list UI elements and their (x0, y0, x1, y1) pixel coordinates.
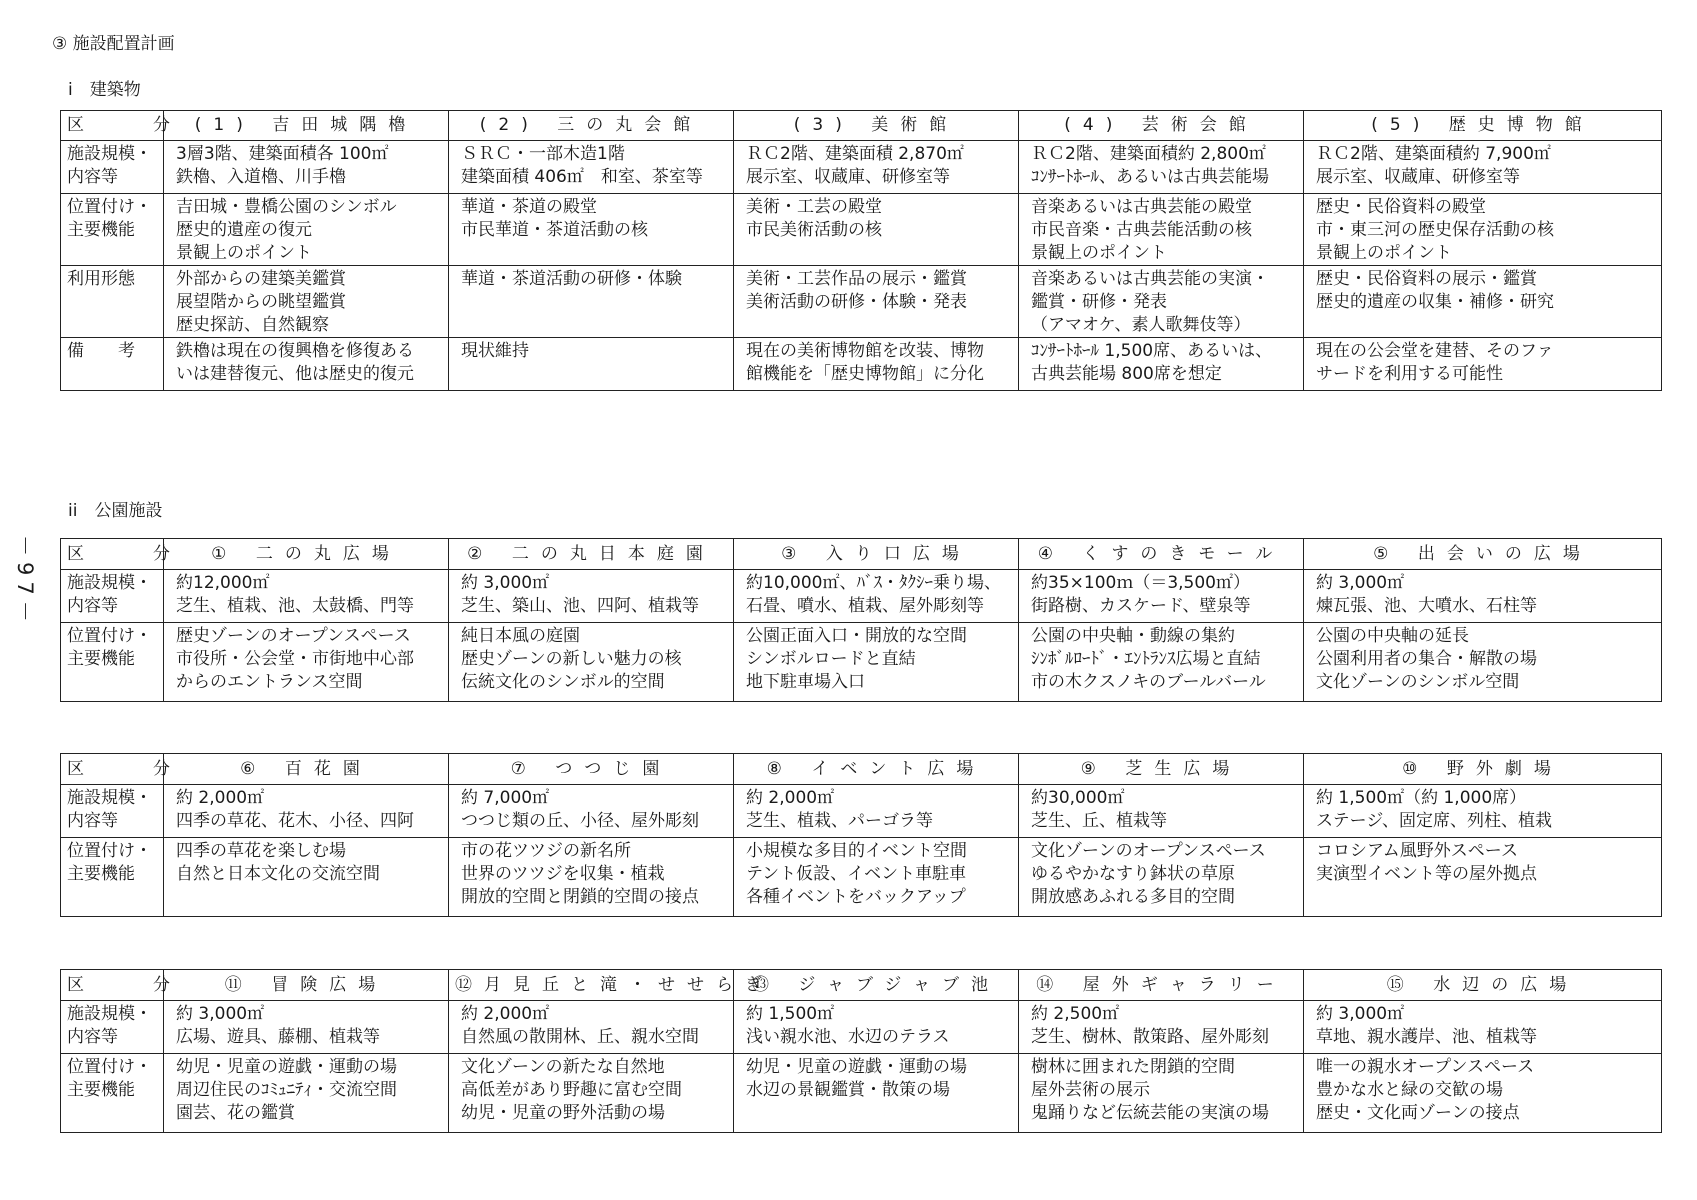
header-cell: ⑩ 野外劇場 (1304, 754, 1662, 785)
table-cell: 樹林に囲まれた閉鎖的空間 屋外芸術の展示 鬼踊りなど伝統芸能の実演の場 (1019, 1054, 1304, 1133)
header-cell: ⑥ 百花園 (164, 754, 449, 785)
table-cell: 約 7,000㎡ つつじ類の丘、小径、屋外彫刻 (449, 785, 734, 838)
row-label: 施設規模・ 内容等 (61, 141, 164, 194)
header-cell: 区 分 (61, 539, 164, 570)
buildings-table (60, 110, 1662, 391)
table-cell: 音楽あるいは古典芸能の殿堂 市民音楽・古典芸能活動の核 景観上のポイント (1019, 194, 1304, 266)
row-label: 位置付け・ 主要機能 (61, 1054, 164, 1133)
table-cell: 外部からの建築美鑑賞 展望階からの眺望鑑賞 歴史探訪、自然観察 (164, 266, 449, 338)
header-cell: ⑭ 屋外ギャラリー (1019, 970, 1304, 1001)
table-header-row (61, 754, 1662, 785)
table-cell: 約 2,000㎡ 四季の草花、花木、小径、四阿 (164, 785, 449, 838)
table-cell: 現在の美術博物館を改装、博物 館機能を「歴史博物館」に分化 (734, 338, 1019, 391)
table-cell: 吉田城・豊橋公園のシンボル 歴史的遺産の復元 景観上のポイント (164, 194, 449, 266)
section-heading: ③ 施設配置計画 (52, 34, 175, 54)
table-cell: 純日本風の庭園 歴史ゾーンの新しい魅力の核 伝統文化のシンボル的空間 (449, 623, 734, 702)
table-cell: 美術・工芸の殿堂 市民美術活動の核 (734, 194, 1019, 266)
header-cell: (4) 芸術会館 (1019, 111, 1304, 141)
header-cell: ⑬ ジャブジャブ池 (734, 970, 1019, 1001)
table-row (61, 785, 1662, 838)
park-facilities-subheading: ii 公園施設 (68, 501, 163, 521)
table-cell: 鉄櫓は現在の復興櫓を修復ある いは建替復元、他は歴史的復元 (164, 338, 449, 391)
table-cell: 美術・工芸作品の展示・鑑賞 美術活動の研修・体験・発表 (734, 266, 1019, 338)
table-row (61, 1054, 1662, 1133)
header-cell: (1) 吉田城隅櫓 (164, 111, 449, 141)
row-label: 施設規模・ 内容等 (61, 785, 164, 838)
table-row (61, 338, 1662, 391)
table-cell: 文化ゾーンの新たな自然地 高低差があり野趣に富む空間 幼児・児童の野外活動の場 (449, 1054, 734, 1133)
table-cell: 3層3階、建築面積各 100㎡ 鉄櫓、入道櫓、川手櫓 (164, 141, 449, 194)
table-cell: 唯一の親水オープンスペース 豊かな水と緑の交歓の場 歴史・文化両ゾーンの接点 (1304, 1054, 1662, 1133)
park-facilities-table-1 (60, 538, 1662, 702)
header-cell: 区 分 (61, 970, 164, 1001)
header-cell: ④ くすのきモール (1019, 539, 1304, 570)
table-cell: 約12,000㎡ 芝生、植栽、池、太鼓橋、門等 (164, 570, 449, 623)
table-row (61, 141, 1662, 194)
table-cell: 約35×100ｍ（＝3,500㎡） 街路樹、カスケード、壁泉等 (1019, 570, 1304, 623)
table-cell: ＲＣ2階、建築面積約 7,900㎡ 展示室、収蔵庫、研修室等 (1304, 141, 1662, 194)
table-row (61, 194, 1662, 266)
table-cell: ＲＣ2階、建築面積約 2,800㎡ ｺﾝｻｰﾄﾎｰﾙ、あるいは古典芸能場 (1019, 141, 1304, 194)
header-cell: ① 二の丸広場 (164, 539, 449, 570)
table-cell: 文化ゾーンのオープンスペース ゆるやかなすり鉢状の草原 開放感あふれる多目的空間 (1019, 838, 1304, 917)
table-cell: 四季の草花を楽しむ場 自然と日本文化の交流空間 (164, 838, 449, 917)
buildings-subheading: i 建築物 (68, 80, 141, 100)
table-cell: 約30,000㎡ 芝生、丘、植栽等 (1019, 785, 1304, 838)
table-cell: 歴史・民俗資料の殿堂 市・東三河の歴史保存活動の核 景観上のポイント (1304, 194, 1662, 266)
park-facilities-table-2 (60, 753, 1662, 917)
table-row (61, 570, 1662, 623)
table-cell: ＲＣ2階、建築面積 2,870㎡ 展示室、収蔵庫、研修室等 (734, 141, 1019, 194)
table-cell: ＳＲＣ・一部木造1階 建築面積 406㎡ 和室、茶室等 (449, 141, 734, 194)
table-cell: 歴史・民俗資料の展示・鑑賞 歴史的遺産の収集・補修・研究 (1304, 266, 1662, 338)
table-cell: 約 1,500㎡（約 1,000席） ステージ、固定席、列柱、植栽 (1304, 785, 1662, 838)
table-cell: 約 3,000㎡ 広場、遊具、藤棚、植栽等 (164, 1001, 449, 1054)
table-cell: 市の花ツツジの新名所 世界のツツジを収集・植栽 開放的空間と閉鎖的空間の接点 (449, 838, 734, 917)
header-cell: ⑤ 出会いの広場 (1304, 539, 1662, 570)
row-label: 利用形態 (61, 266, 164, 338)
header-cell: ⑧ イベント広場 (734, 754, 1019, 785)
table-cell: 歴史ゾーンのオープンスペース 市役所・公会堂・市街地中心部 からのエントランス空間 (164, 623, 449, 702)
row-label: 備 考 (61, 338, 164, 391)
header-cell: ⑫月見丘と滝・せせらぎ (449, 970, 734, 1001)
header-cell: 区 分 (61, 754, 164, 785)
table-cell: 華道・茶道活動の研修・体験 (449, 266, 734, 338)
header-cell: ⑦ つつじ園 (449, 754, 734, 785)
row-label: 位置付け・ 主要機能 (61, 623, 164, 702)
table-row (61, 623, 1662, 702)
header-cell: (3) 美術館 (734, 111, 1019, 141)
page-number: －97－ (13, 535, 37, 628)
table-header-row (61, 970, 1662, 1001)
table-cell: 現在の公会堂を建替、そのファ サードを利用する可能性 (1304, 338, 1662, 391)
table-row (61, 266, 1662, 338)
table-cell: 音楽あるいは古典芸能の実演・ 鑑賞・研修・発表 （アマオケ、素人歌舞伎等） (1019, 266, 1304, 338)
header-cell: ② 二の丸日本庭園 (449, 539, 734, 570)
header-cell: ⑮ 水辺の広場 (1304, 970, 1662, 1001)
header-cell: ⑪ 冒険広場 (164, 970, 449, 1001)
table-row (61, 1001, 1662, 1054)
table-cell: 公園の中央軸・動線の集約 ｼﾝﾎﾞﾙﾛｰﾄﾞ・ｴﾝﾄﾗﾝｽ広場と直結 市の木クスノキのブールバール (1019, 623, 1304, 702)
table-cell: 約 2,500㎡ 芝生、樹林、散策路、屋外彫刻 (1019, 1001, 1304, 1054)
table-cell: 公園の中央軸の延長 公園利用者の集合・解散の場 文化ゾーンのシンボル空間 (1304, 623, 1662, 702)
table-header-row (61, 539, 1662, 570)
row-label: 施設規模・ 内容等 (61, 570, 164, 623)
table-header-row (61, 111, 1662, 141)
table-cell: 幼児・児童の遊戯・運動の場 周辺住民のｺﾐｭﾆﾃｨ・交流空間 園芸、花の鑑賞 (164, 1054, 449, 1133)
header-cell: (5) 歴史博物館 (1304, 111, 1662, 141)
table-cell: 公園正面入口・開放的な空間 シンボルロードと直結 地下駐車場入口 (734, 623, 1019, 702)
row-label: 位置付け・ 主要機能 (61, 838, 164, 917)
park-facilities-table-3 (60, 969, 1662, 1133)
header-cell: 区 分 (61, 111, 164, 141)
table-cell: 約 3,000㎡ 芝生、築山、池、四阿、植栽等 (449, 570, 734, 623)
row-label: 施設規模・ 内容等 (61, 1001, 164, 1054)
table-cell: 約 2,000㎡ 自然風の散開林、丘、親水空間 (449, 1001, 734, 1054)
table-cell: 約 3,000㎡ 草地、親水護岸、池、植栽等 (1304, 1001, 1662, 1054)
table-cell: 約 3,000㎡ 煉瓦張、池、大噴水、石柱等 (1304, 570, 1662, 623)
table-cell: ｺﾝｻｰﾄﾎｰﾙ 1,500席、あるいは、 古典芸能場 800席を想定 (1019, 338, 1304, 391)
table-cell: 幼児・児童の遊戯・運動の場 水辺の景観鑑賞・散策の場 (734, 1054, 1019, 1133)
table-cell: 華道・茶道の殿堂 市民華道・茶道活動の核 (449, 194, 734, 266)
header-cell: (2) 三の丸会館 (449, 111, 734, 141)
table-cell: 現状維持 (449, 338, 734, 391)
table-cell: コロシアム風野外スペース 実演型イベント等の屋外拠点 (1304, 838, 1662, 917)
row-label: 位置付け・ 主要機能 (61, 194, 164, 266)
table-cell: 小規模な多目的イベント空間 テント仮設、イベント車駐車 各種イベントをバックアップ (734, 838, 1019, 917)
table-cell: 約10,000㎡、ﾊﾞｽ・ﾀｸｼｰ乗り場、 石畳、噴水、植栽、屋外彫刻等 (734, 570, 1019, 623)
table-row (61, 838, 1662, 917)
table-cell: 約 2,000㎡ 芝生、植栽、パーゴラ等 (734, 785, 1019, 838)
header-cell: ⑨ 芝生広場 (1019, 754, 1304, 785)
header-cell: ③ 入り口広場 (734, 539, 1019, 570)
table-cell: 約 1,500㎡ 浅い親水池、水辺のテラス (734, 1001, 1019, 1054)
